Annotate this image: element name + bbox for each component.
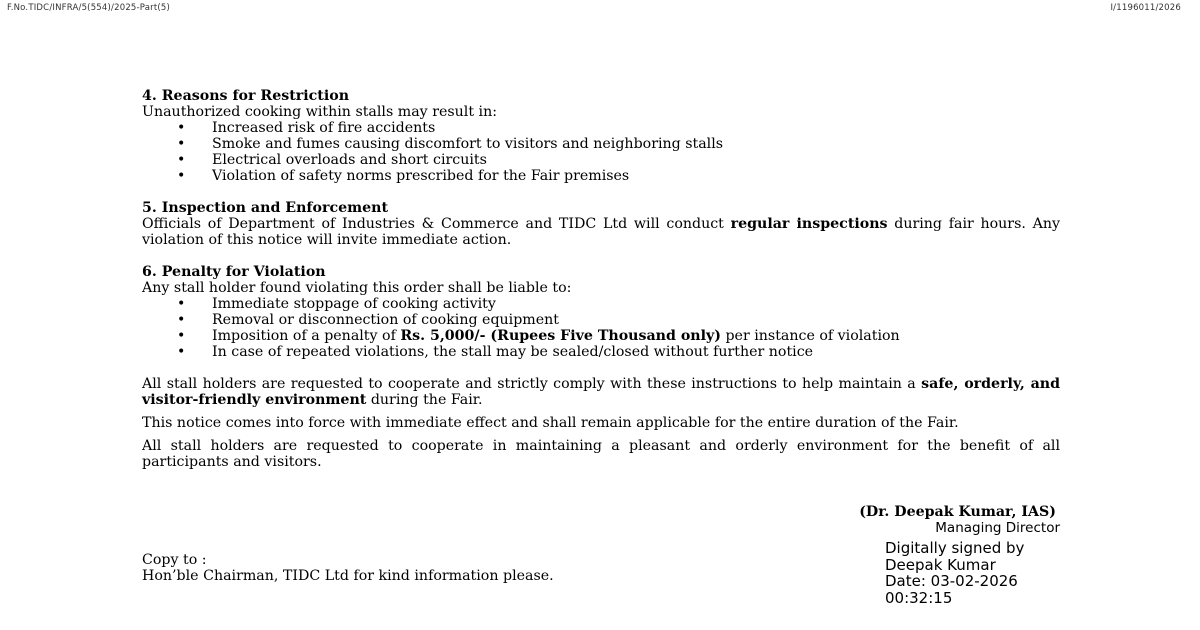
item3-text-a: Imposition of a penalty of: [212, 328, 401, 344]
section5-text: [142, 216, 1060, 248]
closing-para1-a: All stall holders are requested to cooperate and strictly comply with these instructions to help maintain a: [142, 376, 922, 392]
list-item: • Electrical overloads and short circuits: [142, 152, 1060, 168]
copy-to: [142, 552, 554, 584]
notice-body: [142, 88, 1060, 470]
signatory-name: (Dr. Deepak Kumar, IAS): [859, 504, 1056, 520]
closing-para1-bold: safe, orderly, and visitor-friendly environment: [142, 376, 1060, 408]
digital-signature: [885, 540, 1024, 606]
item3-text-b: per instance of violation: [720, 328, 900, 344]
list-item: • Removal or disconnection of cooking equipment: [142, 312, 1060, 328]
section4-list: [142, 120, 1060, 184]
reference-number: I/1196011/2026: [1110, 3, 1181, 13]
signatory-designation: Managing Director: [935, 520, 1060, 536]
section5-text-bold: regular inspections: [730, 216, 888, 232]
list-item: • Increased risk of fire accidents: [142, 120, 1060, 136]
list-item: [142, 328, 1060, 344]
list-item: • Smoke and fumes causing discomfort to visitors and neighboring stalls: [142, 136, 1060, 152]
list-item: • Violation of safety norms prescribed for the Fair premises: [142, 168, 1060, 184]
section5-text-a: Officials of Department of Industries & Commerce and TIDC Ltd will conduct: [142, 216, 731, 232]
section5-text-b: during fair hours. Any violation of this notice will invite immediate action.: [142, 216, 1061, 248]
section6-heading: 6. Penalty for Violation: [142, 264, 326, 280]
file-number: F.No.TIDC/INFRA/5(554)/2025-Part(5): [7, 3, 171, 13]
section5-heading: 5. Inspection and Enforcement: [142, 200, 389, 216]
section4-heading: 4. Reasons for Restriction: [142, 88, 350, 104]
digital-signature-line: Date: 03-02-2026: [885, 572, 1018, 590]
copy-to-label: Copy to :: [142, 552, 207, 568]
closing-para-3: All stall holders are requested to cooperate in maintaining a pleasant and orderly environment for the benefit of all participants and visitors.: [142, 438, 1060, 470]
section6-intro: Any stall holder found violating this order shall be liable to:: [142, 280, 572, 296]
copy-to-recipient: Hon’ble Chairman, TIDC Ltd for kind information please.: [142, 568, 554, 584]
closing-para-2: This notice comes into force with immediate effect and shall remain applicable for the entire duration of the Fair.: [142, 415, 959, 431]
digital-signature-line: Digitally signed by: [885, 539, 1025, 557]
section6-list: [142, 296, 1060, 360]
digital-signature-line: Deepak Kumar: [885, 555, 996, 574]
item3-text-bold: Rs. 5,000/- (Rupees Five Thousand only): [400, 328, 721, 344]
closing-para-1: [142, 376, 1060, 408]
section4-intro: Unauthorized cooking within stalls may result in:: [142, 104, 497, 120]
digital-signature-line: 00:32:15: [885, 588, 953, 607]
list-item: • In case of repeated violations, the stall may be sealed/closed without further notice: [142, 344, 1060, 360]
list-item: • Immediate stoppage of cooking activity: [142, 296, 1060, 312]
closing-para1-b: during the Fair.: [366, 392, 483, 408]
